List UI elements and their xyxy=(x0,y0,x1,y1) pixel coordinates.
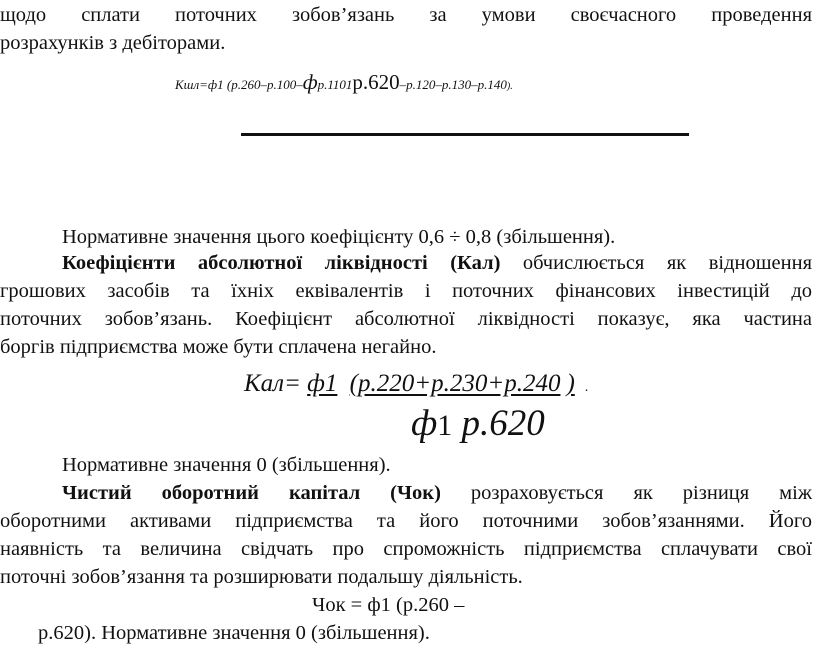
formula-denominator: р.620 xyxy=(352,70,400,94)
formula-chok: Чок = ф1 (р.260 – xyxy=(312,594,465,616)
formula-symbol: ф xyxy=(411,403,438,444)
formula-text: ф1 (р.260–р.100– xyxy=(207,77,303,92)
paragraph-line: поточні зобов’язання та розширювати подальшу діяльність. xyxy=(0,566,523,588)
normative-value: Нормативне значення цього коефіцієнту 0,6 ÷ 0,8 (збільшення). xyxy=(62,226,616,248)
formula-close: ) xyxy=(566,370,575,397)
formula-kshl xyxy=(175,70,513,95)
formula-kal-denominator xyxy=(411,402,545,445)
formula-f1: ф1 xyxy=(307,370,338,397)
paragraph-line: р.620). Нормативне значення 0 (збільшення). xyxy=(38,622,430,644)
formula-numerator: (р.220+р.230+р.240 xyxy=(349,370,561,397)
term-kal: Коефіцієнти абсолютної ліквідності (Кал) xyxy=(62,252,501,274)
formula-end: ). xyxy=(506,81,513,92)
formula-symbol: ф xyxy=(302,70,318,94)
formula-text: р.1101 xyxy=(317,77,353,92)
paragraph-line: боргів підприємства може бути сплачена негайно. xyxy=(0,336,437,358)
formula-kal xyxy=(244,370,588,398)
paragraph-line: розрахунків з дебіторами. xyxy=(0,32,226,54)
paragraph-text: розраховується як різниця між xyxy=(440,482,812,504)
paragraph-line xyxy=(62,480,812,506)
formula-lhs: Кшл= xyxy=(175,77,208,92)
paragraph-line: оборотними активами підприємства та його поточними зобов’язаннями. Його xyxy=(0,510,812,532)
paragraph-line: наявність та величина свідчать про спроможність підприємства сплачувати свої xyxy=(0,538,812,560)
formula-index: 1 xyxy=(437,409,453,442)
paragraph-line: поточних зобов’язань. Коефіцієнт абсолютної ліквідності показує, яка частина xyxy=(0,308,812,330)
paragraph-line: щодо сплати поточних зобов’язань за умови своєчасного проведення xyxy=(0,4,812,26)
formula-dot: . xyxy=(584,380,589,395)
fraction-rule xyxy=(241,133,689,136)
term-chok: Чистий оборотний капітал (Чок) xyxy=(62,482,441,504)
paragraph-text: обчислюється як відношення xyxy=(500,252,812,274)
formula-lhs: Кал= xyxy=(244,370,301,397)
formula-text: –р.120–р.130–р.140 xyxy=(399,77,507,92)
paragraph-line: грошових засобів та їхніх еквівалентів і поточних фінансових інвестицій до xyxy=(0,280,812,302)
paragraph-line xyxy=(62,250,812,276)
formula-denominator: р.620 xyxy=(461,403,545,444)
normative-value: Нормативне значення 0 (збільшення). xyxy=(62,454,391,476)
